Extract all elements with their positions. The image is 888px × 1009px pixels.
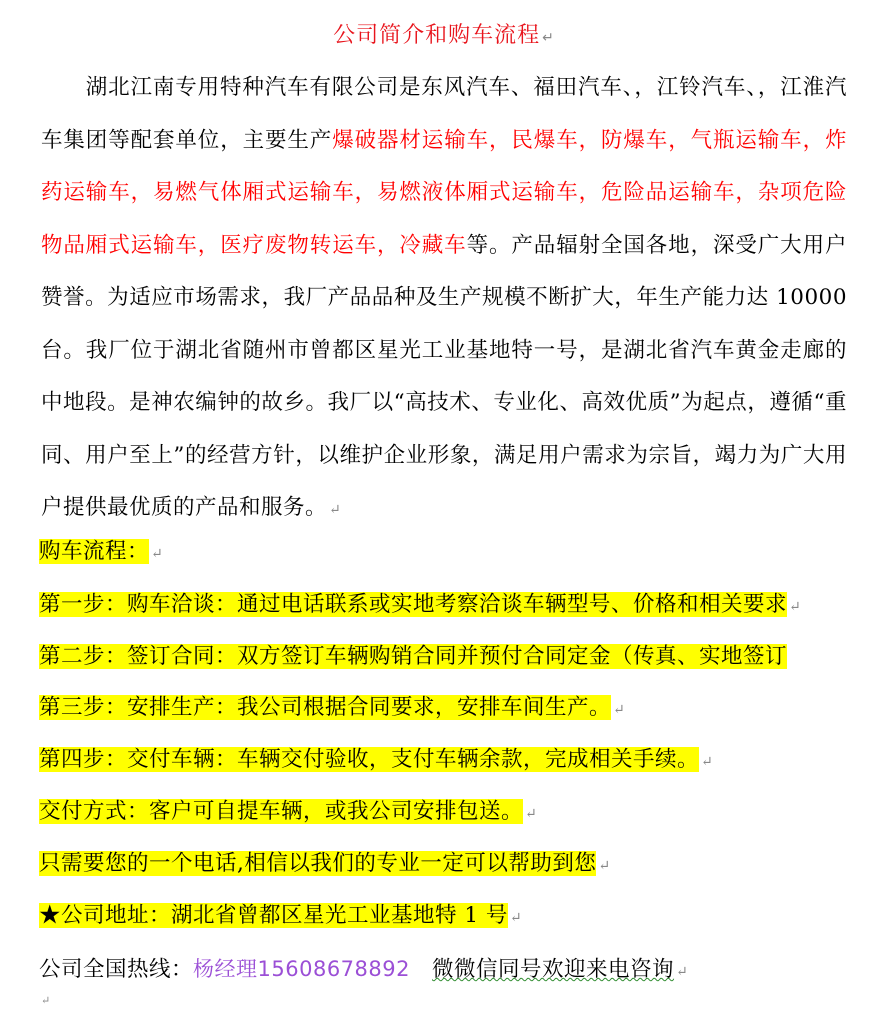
call-line [39, 842, 611, 886]
step-4: 第四步：交付车辆：车辆交付验收，支付车辆余款，完成相关手续。 [39, 747, 700, 772]
process-heading: 购车流程： [39, 539, 150, 564]
step-4-line [39, 738, 713, 782]
step-2-line [39, 635, 845, 679]
paragraph-mark-icon: ↵ [329, 502, 342, 518]
paragraph-mark-icon: ↵ [598, 858, 611, 874]
company-intro-paragraph [41, 62, 847, 537]
intro-text-2: 等。产品辐射全国各地，深受广大用户赞誉。为适应市场需求，我厂产品品种及生产规模不断扩大，年生产能力达 10000 台。我厂位于湖北省随州市曾都区星光工业基地特一号，是湖北省汽车黄金走廊的中地段。是神农编钟的故乡。我厂以“高技术、专业化、高效优质”为起点，遵循“重同、用户至上”的经营方针，以维护企业形象，满足用户需求为宗旨，竭力为广大用户提供最优质的产品和服务。 [41, 232, 847, 520]
step-1-line [39, 583, 845, 627]
hotline-line [39, 947, 688, 991]
hotline-label: 公司全国热线： [39, 957, 194, 982]
delivery-method: 交付方式：客户可自提车辆，或我公司安排包送。 [39, 799, 524, 824]
step-1: 第一步：购车洽谈：通过电话联系或实地考察洽谈车辆型号、价格和相关要求 [39, 592, 788, 617]
step-3-line [39, 686, 625, 730]
paragraph-mark-icon: ↵ [525, 806, 538, 822]
wechat-note: 微微信同号欢迎来电咨询 [432, 957, 675, 982]
paragraph-mark-icon: ↵ [676, 964, 689, 980]
step-2: 第二步：签订合同：双方签订车辆购销合同并预付合同定金（传真、实地签订 [39, 644, 788, 669]
address-line [39, 894, 522, 938]
paragraph-mark-icon: ↵ [613, 702, 626, 718]
paragraph-mark-icon: ↵ [41, 994, 51, 1006]
paragraph-mark-icon: ↵ [701, 754, 714, 770]
paragraph-mark-icon: ↵ [542, 30, 555, 46]
paragraph-mark-icon: ↵ [789, 599, 802, 615]
step-3: 第三步：安排生产：我公司根据合同要求，安排车间生产。 [39, 695, 612, 720]
company-address: ★公司地址：湖北省曾都区星光工业基地特 1 号 [39, 903, 508, 928]
product-list: 爆破器材运输车，民爆车，防爆车，气瓶运输车，炸药运输车，易燃气体厢式运输车，易燃液体厢式运输车，危险品运输车，杂项危险物品厢式运输车，医疗废物转运车，冷藏车 [41, 127, 847, 258]
empty-paragraph [39, 990, 51, 1006]
intro-text-1: 湖北江南专用特种汽车有限公司是东风汽车、福田汽车、，江铃汽车、，江淮汽车集团等配套单位，主要生产 [41, 75, 847, 153]
call-to-action: 只需要您的一个电话,相信以我们的专业一定可以帮助到您 [39, 851, 597, 876]
process-heading-line [39, 530, 163, 574]
hotline-contact: 杨经理15608678892 [193, 957, 410, 981]
paragraph-mark-icon: ↵ [509, 910, 523, 926]
document-title: 公司简介和购车流程 ↵ [333, 23, 555, 48]
paragraph-mark-icon: ↵ [151, 546, 164, 562]
delivery-line [39, 790, 537, 834]
